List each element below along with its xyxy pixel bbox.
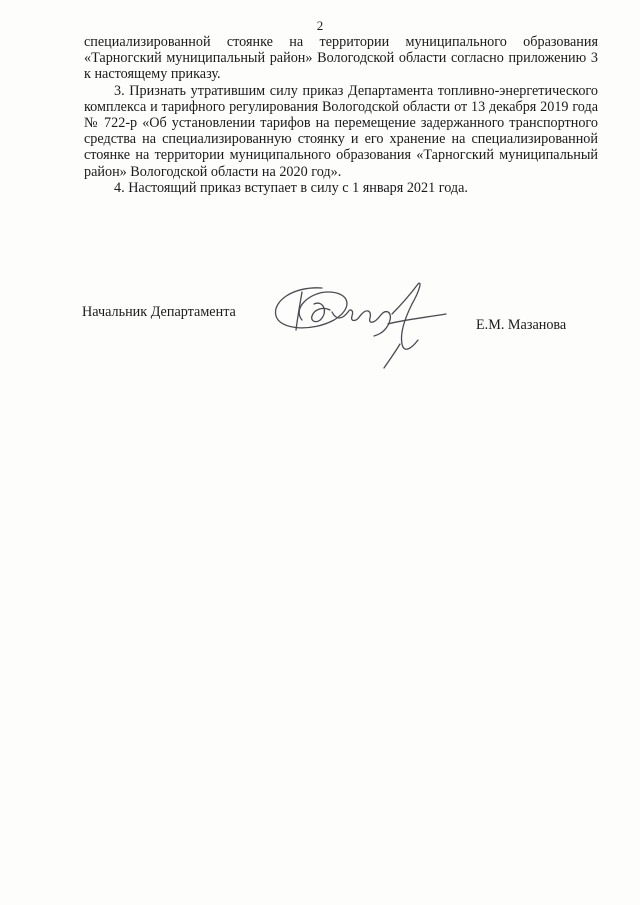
document-body	[84, 34, 598, 196]
signatory-name: Е.М. Мазанова	[476, 317, 567, 333]
page-number: 2	[316, 18, 324, 33]
paragraph-item-4: 4. Настоящий приказ вступает в силу с 1 января 2021 года.	[114, 179, 468, 196]
paragraph-continuation: специализированной стоянке на территории муниципального образования «Тарногский муниципальный район» Вологодской области согласно приложению 3 к настоящему приказу.	[84, 34, 598, 83]
paragraph-item-3: 3. Признать утратившим силу приказ Департамента топливно-энергетического комплекса и тарифного регулирования Вологодской области от 13 декабря 2019 года № 722-р «Об установлении тарифов на перемещение задержанного транспортного средства на специализированную стоянку и его хранение на специализированной стоянке на территории муниципального образования «Тарногский муниципальный район» Вологодской области на 2020 год».	[84, 82, 598, 180]
handwritten-signature	[262, 274, 462, 372]
signatory-position: Начальник Департамента	[82, 304, 236, 320]
